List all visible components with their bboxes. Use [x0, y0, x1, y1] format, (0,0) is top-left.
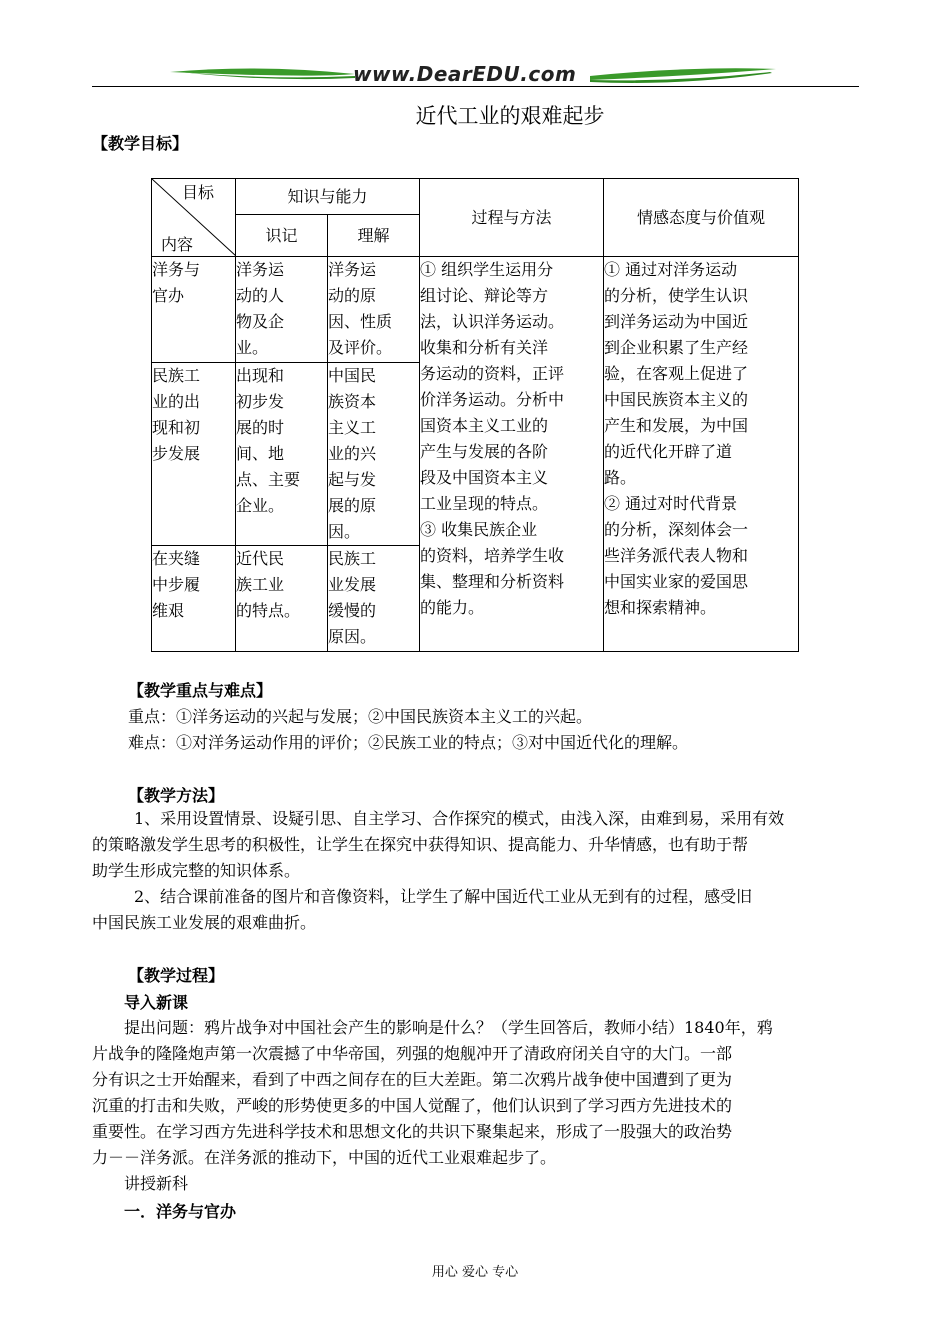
cell-line: 点、主要 — [236, 470, 301, 489]
cell-line: 族工业 — [236, 575, 285, 594]
intro-line: 沉重的打击和失败，严峻的形势使更多的中国人觉醒了，他们认识到了学习西方先进技术的 — [92, 1096, 733, 1115]
cell-line: 洋务与 — [152, 260, 201, 279]
methods-heading: 【教学方法】 — [128, 786, 225, 805]
cell-line: 的特点。 — [236, 601, 301, 620]
cell-line: 族资本 — [328, 392, 377, 411]
recall-text — [236, 363, 327, 519]
cell-line: 国资本主义工业的 — [420, 416, 549, 435]
page-footer: 用心 爱心 专心 — [431, 1265, 519, 1280]
intro-line: 提出问题：鸦片战争对中国社会产生的影响是什么？（学生回答后，教师小结）1840年，鸦 — [124, 1018, 773, 1037]
recall-cell — [236, 257, 328, 363]
method-1-line: 1、采用设置情景、设疑引思、自主学习、合作探究的模式，由浅入深，由难到易，采用有效 — [134, 809, 785, 828]
cell-line: 民族工 — [152, 366, 201, 385]
cell-line: 验，在客观上促进了 — [604, 364, 749, 383]
intro-line: 片战争的隆隆炮声第一次震撼了中华帝国，列强的炮舰冲开了清政府闭关自守的大门。一部 — [92, 1044, 733, 1063]
method-paragraph-2 — [92, 884, 872, 936]
method-1-line: 助学生形成完整的知识体系。 — [92, 861, 301, 880]
cell-line: 中国实业家的爱国思 — [604, 572, 749, 591]
recall-header: 识记 — [236, 215, 328, 257]
topic-text — [152, 546, 235, 624]
cell-line: 段及中国资本主义 — [420, 468, 549, 487]
emotion-text — [604, 257, 798, 621]
cell-line: 维艰 — [152, 601, 185, 620]
cell-line: 因、性质 — [328, 312, 393, 331]
topic-cell — [152, 257, 236, 363]
understand-cell — [328, 546, 420, 652]
section-1-heading: 一．洋务与官办 — [124, 1202, 237, 1221]
cell-line: 法，认识洋务运动。 — [420, 312, 565, 331]
cell-line: 民族工 — [328, 549, 377, 568]
cell-line: 组讨论、辩论等方 — [420, 286, 549, 305]
cell-line: 主义工 — [328, 418, 377, 437]
cell-line: 中国民 — [328, 366, 377, 385]
method-1-line: 的策略激发学生思考的积极性，让学生在探究中获得知识、提高能力、升华情感，也有助于帮 — [92, 835, 749, 854]
cell-line: 在夹缝 — [152, 549, 201, 568]
cell-line: 现和初 — [152, 418, 201, 437]
keypoints-heading: 【教学重点与难点】 — [128, 681, 273, 700]
recall-cell — [236, 546, 328, 652]
topic-text — [152, 363, 235, 467]
cell-line: 务运动的资料，正评 — [420, 364, 565, 383]
cell-line: 中国民族资本主义的 — [604, 390, 749, 409]
cell-line: 因。 — [328, 522, 361, 541]
cell-line: 集、整理和分析资料 — [420, 572, 565, 591]
cell-line: 洋务运 — [236, 260, 285, 279]
corner-top-label: 目标 — [182, 183, 215, 202]
understand-cell — [328, 257, 420, 363]
cell-line: 的分析，深刻体会一 — [604, 520, 749, 539]
intro-line: 力－－洋务派。在洋务派的推动下，中国的近代工业艰难起步了。 — [92, 1148, 557, 1167]
cell-line: 间、地 — [236, 444, 285, 463]
cell-line: 工业呈现的特点。 — [420, 494, 549, 513]
cell-line: 到企业积累了生产经 — [604, 338, 749, 357]
cell-line: 起与发 — [328, 470, 377, 489]
cell-line: 缓慢的 — [328, 601, 377, 620]
cell-line: 展的时 — [236, 418, 285, 437]
new-lesson-label: 讲授新科 — [124, 1174, 189, 1193]
header-divider — [92, 86, 859, 87]
focus-text: 重点：①洋务运动的兴起与发展；②中国民族资本主义工的兴起。 — [128, 707, 593, 726]
cell-line: 业发展 — [328, 575, 377, 594]
cell-line: 及评价。 — [328, 338, 393, 357]
method-2-line: 中国民族工业发展的艰难曲折。 — [92, 913, 317, 932]
cell-line: 些洋务派代表人物和 — [604, 546, 749, 565]
topic-text — [152, 257, 235, 309]
cell-line: 洋务运 — [328, 260, 377, 279]
cell-line: 物及企 — [236, 312, 285, 331]
recall-text — [236, 257, 327, 361]
corner-bottom-label: 内容 — [161, 235, 194, 254]
intro-heading: 导入新课 — [124, 993, 189, 1012]
cell-line: 的分析，使学生认识 — [604, 286, 749, 305]
emotion-header: 情感态度与价值观 — [604, 179, 799, 257]
cell-line: 出现和 — [236, 366, 285, 385]
cell-line: 展的原 — [328, 496, 377, 515]
cell-line: 动的原 — [328, 286, 377, 305]
understand-text — [328, 546, 419, 650]
cell-line: 的能力。 — [420, 598, 485, 617]
cell-line: 产生与发展的各阶 — [420, 442, 549, 461]
understand-header: 理解 — [328, 215, 420, 257]
cell-line: 业的出 — [152, 392, 201, 411]
cell-line: 的近代化开辟了道 — [604, 442, 733, 461]
cell-line: 原因。 — [328, 627, 377, 646]
cell-line: 官办 — [152, 286, 185, 305]
site-logo-text: www.DearEDU.com — [353, 62, 577, 86]
emotion-cell — [604, 257, 799, 652]
recall-cell — [236, 363, 328, 546]
process-heading: 【教学过程】 — [128, 966, 225, 985]
process-text — [420, 257, 603, 621]
cell-line: 产生和发展，为中国 — [604, 416, 749, 435]
cell-line: 到洋务运动为中国近 — [604, 312, 749, 331]
cell-line: ① 通过对洋务运动 — [604, 260, 738, 279]
cell-line: ② 通过对时代背景 — [604, 494, 738, 513]
page-title: 近代工业的艰难起步 — [415, 104, 605, 128]
cell-line: ③ 收集民族企业 — [420, 520, 538, 539]
cell-line: 企业。 — [236, 496, 285, 515]
corner-cell — [152, 179, 236, 257]
cell-line: 初步发 — [236, 392, 285, 411]
intro-paragraph — [92, 1015, 872, 1171]
cell-line: 的资料，培养学生收 — [420, 546, 565, 565]
understand-cell — [328, 363, 420, 546]
cell-line: 近代民 — [236, 549, 285, 568]
cell-line: 路。 — [604, 468, 637, 487]
intro-line: 重要性。在学习西方先进科学技术和思想文化的共识下聚集起来，形成了一股强大的政治势 — [92, 1122, 733, 1141]
difficulty-text: 难点：①对洋务运动作用的评价；②民族工业的特点；③对中国近代化的理解。 — [128, 733, 689, 752]
cell-line: 业。 — [236, 338, 269, 357]
goals-table — [151, 178, 799, 652]
understand-text — [328, 363, 419, 545]
cell-line: 动的人 — [236, 286, 285, 305]
process-header: 过程与方法 — [420, 179, 604, 257]
cell-line: 价洋务运动。分析中 — [420, 390, 565, 409]
method-paragraph-1 — [92, 806, 872, 884]
cell-line: 想和探索精神。 — [604, 598, 717, 617]
recall-text — [236, 546, 327, 624]
cell-line: 步发展 — [152, 444, 201, 463]
intro-line: 分有识之士开始醒来，看到了中西之间存在的巨大差距。第二次鸦片战争使中国遭到了更为 — [92, 1070, 733, 1089]
goals-heading: 【教学目标】 — [92, 134, 189, 153]
cell-line: 收集和分析有关洋 — [420, 338, 549, 357]
method-2-line: 2、结合课前准备的图片和音像资料，让学生了解中国近代工业从无到有的过程，感受旧 — [134, 887, 753, 906]
cell-line: ① 组织学生运用分 — [420, 260, 554, 279]
cell-line: 中步履 — [152, 575, 201, 594]
cell-line: 业的兴 — [328, 444, 377, 463]
topic-cell — [152, 363, 236, 546]
knowledge-header: 知识与能力 — [236, 179, 420, 215]
understand-text — [328, 257, 419, 361]
topic-cell — [152, 546, 236, 652]
process-cell — [420, 257, 604, 652]
